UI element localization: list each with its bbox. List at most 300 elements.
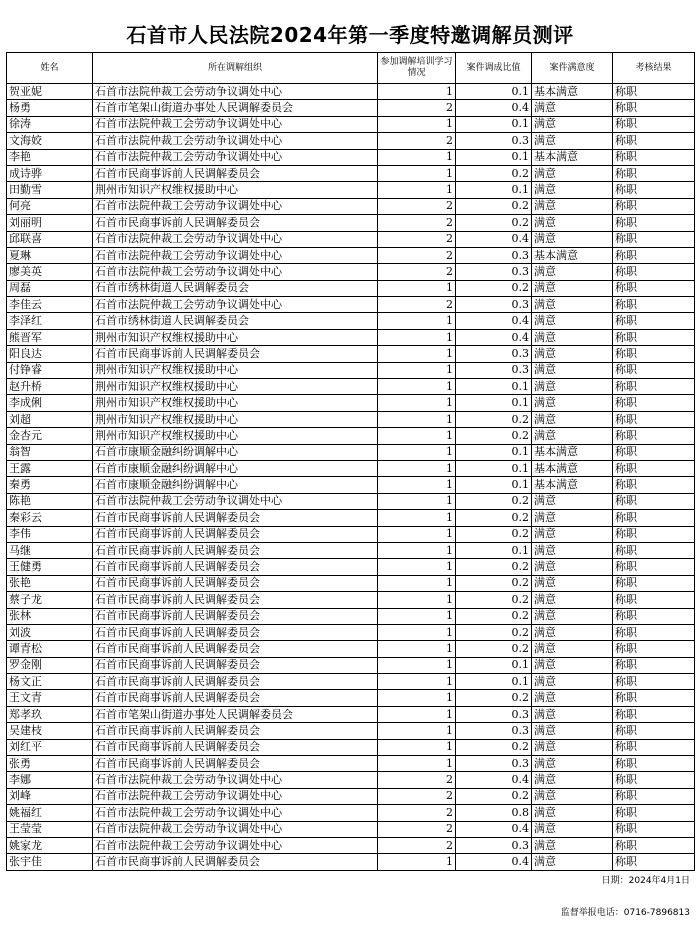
cell-satisfaction: 满意: [532, 165, 613, 181]
cell-name: 李佳云: [7, 297, 93, 313]
cell-result: 称职: [613, 182, 695, 198]
cell-name: 杨文正: [7, 674, 93, 690]
table-body: [7, 84, 695, 871]
cell-name: 李成俐: [7, 395, 93, 411]
header-satisfaction: 案件满意度: [532, 53, 613, 84]
cell-result: 称职: [613, 493, 695, 509]
cell-result: 称职: [613, 428, 695, 444]
table-row: [7, 198, 695, 214]
cell-result: 称职: [613, 641, 695, 657]
cell-training: 1: [378, 428, 456, 444]
cell-training: 1: [378, 624, 456, 640]
cell-ratio: 0.4: [456, 100, 532, 116]
cell-result: 称职: [613, 756, 695, 772]
cell-org: 石首市法院仲裁工会劳动争议调处中心: [93, 772, 378, 788]
cell-satisfaction: 满意: [532, 805, 613, 821]
table-row: [7, 772, 695, 788]
cell-satisfaction: 满意: [532, 133, 613, 149]
cell-training: 1: [378, 739, 456, 755]
cell-ratio: 0.2: [456, 739, 532, 755]
table-row: [7, 411, 695, 427]
cell-result: 称职: [613, 149, 695, 165]
table-row: [7, 379, 695, 395]
cell-training: 1: [378, 280, 456, 296]
cell-ratio: 0.2: [456, 592, 532, 608]
cell-satisfaction: 满意: [532, 657, 613, 673]
cell-satisfaction: 满意: [532, 297, 613, 313]
table-row: [7, 280, 695, 296]
table-row: [7, 165, 695, 181]
cell-name: 吴建枝: [7, 723, 93, 739]
table-row: [7, 362, 695, 378]
cell-name: 邱联喜: [7, 231, 93, 247]
cell-name: 付铮睿: [7, 362, 93, 378]
cell-name: 谭青松: [7, 641, 93, 657]
cell-result: 称职: [613, 460, 695, 476]
cell-name: 金杏元: [7, 428, 93, 444]
cell-training: 1: [378, 182, 456, 198]
table-row: [7, 313, 695, 329]
cell-ratio: 0.3: [456, 247, 532, 263]
cell-ratio: 0.3: [456, 297, 532, 313]
cell-org: 石首市民商事诉前人民调解委员会: [93, 526, 378, 542]
cell-training: 1: [378, 542, 456, 558]
table-row: [7, 592, 695, 608]
table-row: [7, 460, 695, 476]
cell-org: 石首市民商事诉前人民调解委员会: [93, 510, 378, 526]
cell-ratio: 0.2: [456, 493, 532, 509]
cell-result: 称职: [613, 84, 695, 100]
cell-org: 石首市民商事诉前人民调解委员会: [93, 575, 378, 591]
cell-org: 石首市法院仲裁工会劳动争议调处中心: [93, 84, 378, 100]
cell-ratio: 0.2: [456, 198, 532, 214]
cell-result: 称职: [613, 444, 695, 460]
table-row: [7, 149, 695, 165]
cell-satisfaction: 满意: [532, 526, 613, 542]
cell-training: 1: [378, 329, 456, 345]
cell-ratio: 0.3: [456, 723, 532, 739]
cell-result: 称职: [613, 739, 695, 755]
cell-result: 称职: [613, 559, 695, 575]
cell-ratio: 0.1: [456, 395, 532, 411]
cell-training: 1: [378, 116, 456, 132]
cell-name: 蔡子龙: [7, 592, 93, 608]
table-row: [7, 739, 695, 755]
header-name: 姓名: [7, 53, 93, 84]
cell-training: 1: [378, 477, 456, 493]
cell-result: 称职: [613, 247, 695, 263]
cell-org: 石首市康顺金融纠纷调解中心: [93, 477, 378, 493]
cell-org: 荆州市知识产权维权援助中心: [93, 379, 378, 395]
cell-name: 赵升桥: [7, 379, 93, 395]
cell-name: 贺亚妮: [7, 84, 93, 100]
cell-training: 1: [378, 608, 456, 624]
cell-satisfaction: 满意: [532, 690, 613, 706]
cell-name: 王莹莹: [7, 821, 93, 837]
cell-training: 1: [378, 657, 456, 673]
cell-training: 1: [378, 493, 456, 509]
cell-name: 李艳: [7, 149, 93, 165]
cell-org: 石首市民商事诉前人民调解委员会: [93, 165, 378, 181]
cell-result: 称职: [613, 690, 695, 706]
cell-name: 刘波: [7, 624, 93, 640]
cell-org: 石首市民商事诉前人民调解委员会: [93, 608, 378, 624]
cell-ratio: 0.3: [456, 362, 532, 378]
cell-name: 翁智: [7, 444, 93, 460]
cell-name: 熊晋军: [7, 329, 93, 345]
cell-name: 姚家龙: [7, 837, 93, 853]
table-row: [7, 247, 695, 263]
cell-org: 石首市法院仲裁工会劳动争议调处中心: [93, 493, 378, 509]
cell-training: 2: [378, 297, 456, 313]
cell-training: 2: [378, 100, 456, 116]
cell-training: 1: [378, 641, 456, 657]
cell-org: 石首市法院仲裁工会劳动争议调处中心: [93, 116, 378, 132]
cell-ratio: 0.1: [456, 379, 532, 395]
page-title: 石首市人民法院2024年第一季度特邀调解员测评: [126, 23, 574, 47]
table-row: [7, 116, 695, 132]
cell-satisfaction: 满意: [532, 641, 613, 657]
cell-result: 称职: [613, 592, 695, 608]
cell-name: 王健勇: [7, 559, 93, 575]
cell-ratio: 0.2: [456, 280, 532, 296]
cell-training: 2: [378, 788, 456, 804]
evaluation-table: [6, 52, 695, 871]
cell-org: 石首市绣林街道人民调解委员会: [93, 280, 378, 296]
cell-ratio: 0.3: [456, 346, 532, 362]
cell-name: 徐涛: [7, 116, 93, 132]
table-header-row: [7, 53, 695, 84]
cell-satisfaction: 基本满意: [532, 460, 613, 476]
cell-training: 1: [378, 690, 456, 706]
cell-org: 荆州市知识产权维权援助中心: [93, 182, 378, 198]
cell-result: 称职: [613, 362, 695, 378]
table-row: [7, 395, 695, 411]
cell-satisfaction: 基本满意: [532, 84, 613, 100]
cell-org: 石首市绣林街道人民调解委员会: [93, 313, 378, 329]
cell-name: 刘峰: [7, 788, 93, 804]
cell-ratio: 0.2: [456, 428, 532, 444]
table-row: [7, 674, 695, 690]
cell-result: 称职: [613, 297, 695, 313]
cell-name: 秦彩云: [7, 510, 93, 526]
cell-name: 李娜: [7, 772, 93, 788]
table-row: [7, 821, 695, 837]
cell-satisfaction: 满意: [532, 280, 613, 296]
cell-org: 石首市法院仲裁工会劳动争议调处中心: [93, 247, 378, 263]
table-row: [7, 428, 695, 444]
cell-satisfaction: 满意: [532, 608, 613, 624]
cell-ratio: 0.2: [456, 526, 532, 542]
table-row: [7, 297, 695, 313]
cell-result: 称职: [613, 411, 695, 427]
cell-result: 称职: [613, 280, 695, 296]
cell-result: 称职: [613, 198, 695, 214]
footer-date: 日期：2024年4月1日: [601, 876, 690, 886]
cell-name: 廖美英: [7, 264, 93, 280]
cell-satisfaction: 满意: [532, 493, 613, 509]
table-row: [7, 657, 695, 673]
cell-ratio: 0.2: [456, 215, 532, 231]
cell-result: 称职: [613, 100, 695, 116]
table-row: [7, 526, 695, 542]
cell-org: 石首市民商事诉前人民调解委员会: [93, 690, 378, 706]
cell-training: 1: [378, 460, 456, 476]
cell-result: 称职: [613, 346, 695, 362]
cell-name: 罗金刚: [7, 657, 93, 673]
table-row: [7, 493, 695, 509]
cell-result: 称职: [613, 313, 695, 329]
cell-ratio: 0.2: [456, 608, 532, 624]
cell-org: 石首市民商事诉前人民调解委员会: [93, 657, 378, 673]
cell-name: 陈艳: [7, 493, 93, 509]
header-result: 考核结果: [613, 53, 695, 84]
table-row: [7, 215, 695, 231]
cell-org: 石首市笔架山街道办事处人民调解委员会: [93, 100, 378, 116]
cell-satisfaction: 满意: [532, 379, 613, 395]
cell-satisfaction: 满意: [532, 362, 613, 378]
table-row: [7, 542, 695, 558]
cell-org: 荆州市知识产权维权援助中心: [93, 329, 378, 345]
cell-result: 称职: [613, 575, 695, 591]
cell-satisfaction: 满意: [532, 215, 613, 231]
cell-training: 1: [378, 510, 456, 526]
cell-name: 张艳: [7, 575, 93, 591]
cell-org: 石首市民商事诉前人民调解委员会: [93, 592, 378, 608]
cell-ratio: 0.8: [456, 805, 532, 821]
cell-training: 1: [378, 165, 456, 181]
table-row: [7, 575, 695, 591]
cell-result: 称职: [613, 674, 695, 690]
cell-training: 2: [378, 215, 456, 231]
cell-org: 石首市笔架山街道办事处人民调解委员会: [93, 706, 378, 722]
table-row: [7, 690, 695, 706]
table-row: [7, 231, 695, 247]
cell-org: 石首市民商事诉前人民调解委员会: [93, 641, 378, 657]
cell-result: 称职: [613, 706, 695, 722]
cell-result: 称职: [613, 165, 695, 181]
cell-satisfaction: 满意: [532, 723, 613, 739]
cell-ratio: 0.4: [456, 313, 532, 329]
cell-satisfaction: 满意: [532, 100, 613, 116]
cell-ratio: 0.2: [456, 559, 532, 575]
cell-training: 1: [378, 346, 456, 362]
cell-name: 刘丽明: [7, 215, 93, 231]
cell-satisfaction: 满意: [532, 706, 613, 722]
cell-training: 1: [378, 149, 456, 165]
cell-name: 文海姣: [7, 133, 93, 149]
table-row: [7, 477, 695, 493]
cell-result: 称职: [613, 116, 695, 132]
cell-training: 1: [378, 706, 456, 722]
cell-result: 称职: [613, 215, 695, 231]
cell-ratio: 0.4: [456, 772, 532, 788]
cell-result: 称职: [613, 379, 695, 395]
cell-name: 张勇: [7, 756, 93, 772]
cell-training: 1: [378, 674, 456, 690]
cell-satisfaction: 满意: [532, 182, 613, 198]
cell-name: 马继: [7, 542, 93, 558]
cell-result: 称职: [613, 854, 695, 870]
table-row: [7, 182, 695, 198]
cell-training: 1: [378, 444, 456, 460]
cell-satisfaction: 满意: [532, 395, 613, 411]
cell-org: 石首市民商事诉前人民调解委员会: [93, 739, 378, 755]
cell-satisfaction: 满意: [532, 428, 613, 444]
cell-result: 称职: [613, 788, 695, 804]
cell-satisfaction: 满意: [532, 198, 613, 214]
cell-satisfaction: 满意: [532, 756, 613, 772]
cell-satisfaction: 基本满意: [532, 247, 613, 263]
cell-training: 1: [378, 854, 456, 870]
cell-name: 刘超: [7, 411, 93, 427]
table-row: [7, 510, 695, 526]
cell-training: 1: [378, 379, 456, 395]
cell-training: 2: [378, 837, 456, 853]
cell-training: 1: [378, 84, 456, 100]
cell-org: 石首市法院仲裁工会劳动争议调处中心: [93, 837, 378, 853]
table-row: [7, 329, 695, 345]
cell-name: 阳良达: [7, 346, 93, 362]
cell-org: 石首市法院仲裁工会劳动争议调处中心: [93, 149, 378, 165]
table-row: [7, 805, 695, 821]
cell-training: 2: [378, 772, 456, 788]
cell-name: 田勤雪: [7, 182, 93, 198]
cell-ratio: 0.2: [456, 624, 532, 640]
cell-ratio: 0.4: [456, 854, 532, 870]
cell-result: 称职: [613, 821, 695, 837]
cell-result: 称职: [613, 608, 695, 624]
cell-result: 称职: [613, 805, 695, 821]
cell-name: 夏琳: [7, 247, 93, 263]
table-row: [7, 264, 695, 280]
cell-name: 李伟: [7, 526, 93, 542]
cell-org: 石首市民商事诉前人民调解委员会: [93, 559, 378, 575]
cell-satisfaction: 满意: [532, 772, 613, 788]
cell-ratio: 0.1: [456, 182, 532, 198]
cell-name: 张宇佳: [7, 854, 93, 870]
cell-ratio: 0.1: [456, 674, 532, 690]
cell-ratio: 0.2: [456, 411, 532, 427]
cell-ratio: 0.2: [456, 641, 532, 657]
cell-org: 石首市民商事诉前人民调解委员会: [93, 723, 378, 739]
table-row: [7, 84, 695, 100]
cell-org: 石首市法院仲裁工会劳动争议调处中心: [93, 133, 378, 149]
cell-org: 荆州市知识产权维权援助中心: [93, 411, 378, 427]
table-row: [7, 559, 695, 575]
cell-result: 称职: [613, 329, 695, 345]
header-org: 所在调解组织: [93, 53, 378, 84]
cell-training: 2: [378, 264, 456, 280]
cell-org: 石首市法院仲裁工会劳动争议调处中心: [93, 231, 378, 247]
table-row: [7, 608, 695, 624]
table-row: [7, 723, 695, 739]
cell-training: 1: [378, 592, 456, 608]
cell-training: 1: [378, 575, 456, 591]
cell-result: 称职: [613, 395, 695, 411]
cell-org: 石首市民商事诉前人民调解委员会: [93, 346, 378, 362]
cell-result: 称职: [613, 133, 695, 149]
cell-ratio: 0.1: [456, 542, 532, 558]
cell-result: 称职: [613, 477, 695, 493]
table-row: [7, 346, 695, 362]
cell-name: 王露: [7, 460, 93, 476]
table-row: [7, 624, 695, 640]
cell-satisfaction: 满意: [532, 313, 613, 329]
cell-name: 秦勇: [7, 477, 93, 493]
table-row: [7, 706, 695, 722]
cell-ratio: 0.3: [456, 133, 532, 149]
cell-org: 石首市法院仲裁工会劳动争议调处中心: [93, 198, 378, 214]
cell-result: 称职: [613, 772, 695, 788]
cell-satisfaction: 满意: [532, 592, 613, 608]
cell-ratio: 0.2: [456, 510, 532, 526]
cell-org: 石首市民商事诉前人民调解委员会: [93, 756, 378, 772]
cell-satisfaction: 满意: [532, 837, 613, 853]
cell-training: 2: [378, 247, 456, 263]
cell-satisfaction: 满意: [532, 510, 613, 526]
table-row: [7, 854, 695, 870]
cell-org: 石首市法院仲裁工会劳动争议调处中心: [93, 805, 378, 821]
cell-ratio: 0.1: [456, 84, 532, 100]
cell-org: 石首市民商事诉前人民调解委员会: [93, 674, 378, 690]
cell-org: 石首市民商事诉前人民调解委员会: [93, 624, 378, 640]
cell-ratio: 0.3: [456, 264, 532, 280]
table-row: [7, 641, 695, 657]
header-ratio: 案件调成比值: [456, 53, 532, 84]
cell-ratio: 0.4: [456, 329, 532, 345]
cell-ratio: 0.1: [456, 477, 532, 493]
cell-ratio: 0.1: [456, 657, 532, 673]
cell-name: 周磊: [7, 280, 93, 296]
cell-satisfaction: 满意: [532, 559, 613, 575]
table-row: [7, 444, 695, 460]
cell-org: 石首市康顺金融纠纷调解中心: [93, 460, 378, 476]
cell-ratio: 0.3: [456, 706, 532, 722]
header-training: 参加调解培训学习情况: [378, 53, 456, 84]
cell-result: 称职: [613, 231, 695, 247]
cell-satisfaction: 满意: [532, 542, 613, 558]
cell-org: 荆州市知识产权维权援助中心: [93, 362, 378, 378]
cell-training: 1: [378, 395, 456, 411]
cell-satisfaction: 满意: [532, 821, 613, 837]
cell-org: 石首市民商事诉前人民调解委员会: [93, 215, 378, 231]
cell-ratio: 0.4: [456, 231, 532, 247]
cell-satisfaction: 满意: [532, 116, 613, 132]
cell-training: 2: [378, 231, 456, 247]
cell-training: 2: [378, 805, 456, 821]
cell-ratio: 0.1: [456, 149, 532, 165]
cell-satisfaction: 满意: [532, 739, 613, 755]
cell-org: 石首市民商事诉前人民调解委员会: [93, 542, 378, 558]
cell-org: 石首市民商事诉前人民调解委员会: [93, 854, 378, 870]
cell-satisfaction: 满意: [532, 411, 613, 427]
cell-ratio: 0.2: [456, 788, 532, 804]
cell-org: 石首市法院仲裁工会劳动争议调处中心: [93, 297, 378, 313]
cell-training: 2: [378, 133, 456, 149]
cell-satisfaction: 满意: [532, 624, 613, 640]
cell-ratio: 0.2: [456, 165, 532, 181]
cell-satisfaction: 基本满意: [532, 444, 613, 460]
table-row: [7, 133, 695, 149]
cell-satisfaction: 满意: [532, 231, 613, 247]
cell-result: 称职: [613, 657, 695, 673]
cell-result: 称职: [613, 723, 695, 739]
cell-result: 称职: [613, 542, 695, 558]
cell-satisfaction: 满意: [532, 329, 613, 345]
cell-training: 1: [378, 526, 456, 542]
cell-result: 称职: [613, 510, 695, 526]
